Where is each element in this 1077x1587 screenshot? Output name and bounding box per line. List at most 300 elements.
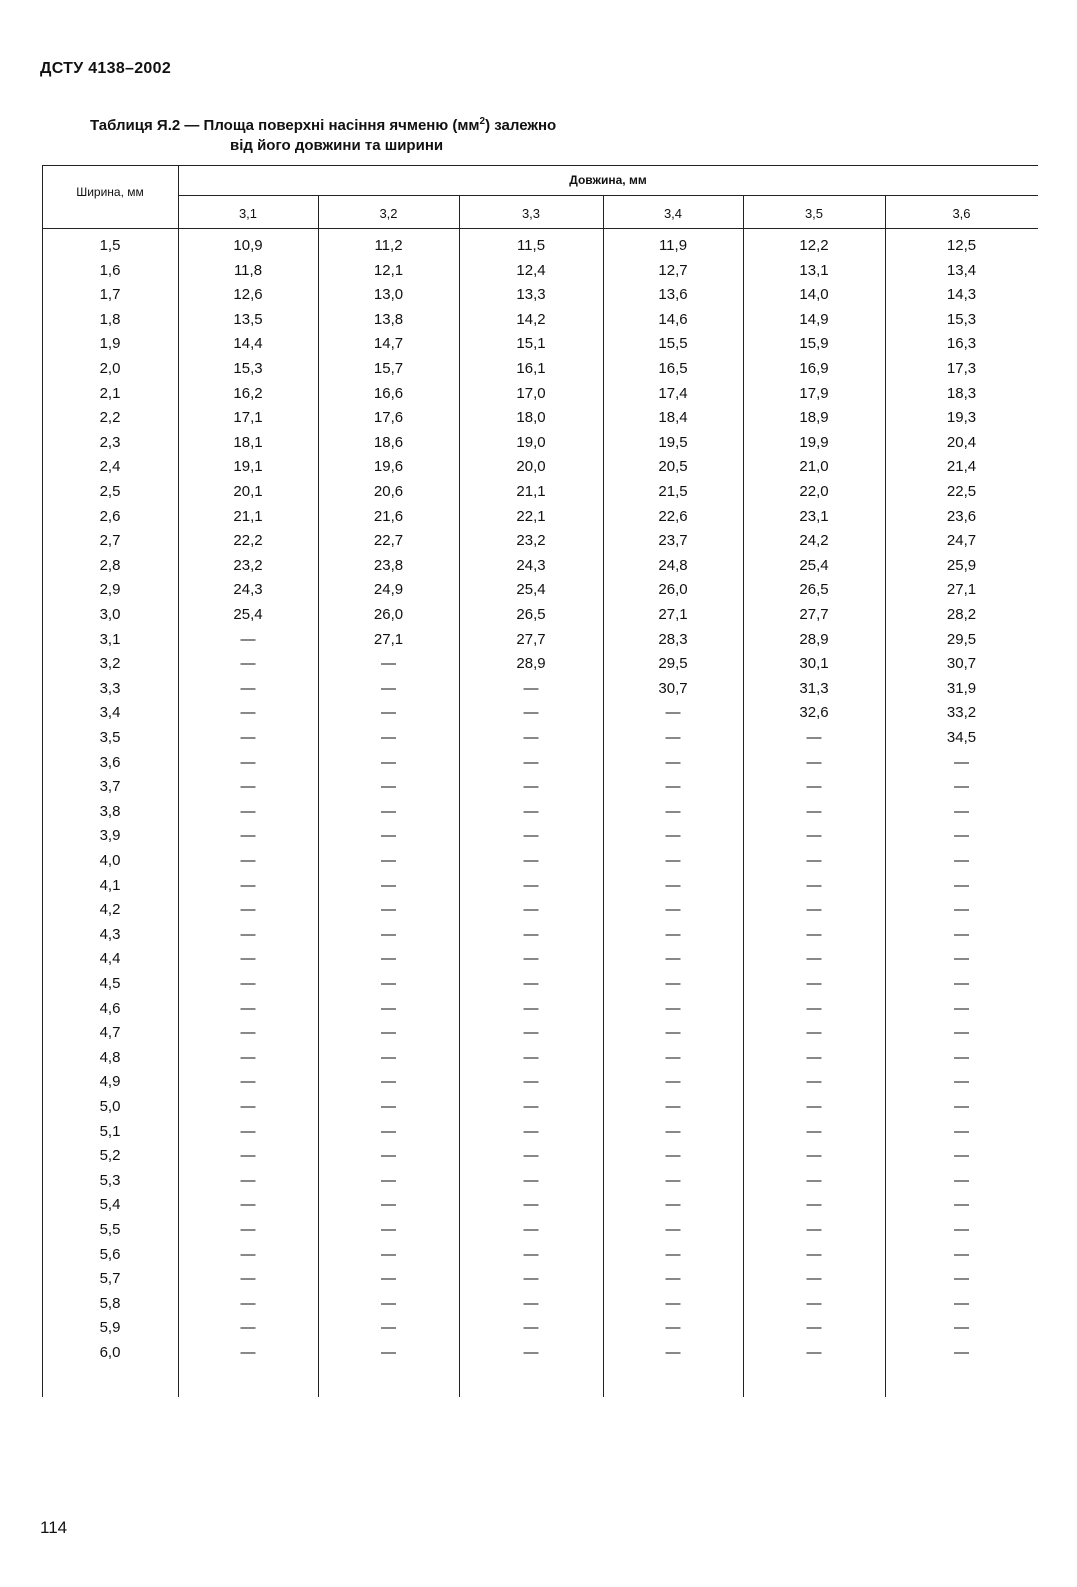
area-cell: — [954, 1073, 969, 1091]
area-cell: — [806, 999, 822, 1017]
area-cell: — [240, 1221, 256, 1238]
table-row [40, 581, 1038, 606]
area-cell: 28,2 [946, 606, 977, 623]
area-cell: — [381, 753, 396, 771]
area-cell: 16,3 [946, 335, 977, 353]
table-row [40, 385, 1038, 410]
area-cell: 27,1 [373, 630, 404, 648]
area-cell: — [665, 1344, 681, 1361]
table-row [40, 655, 1038, 680]
width-cell: 2,3 [99, 433, 121, 451]
width-cell: 2,5 [99, 483, 121, 500]
table-row [40, 877, 1038, 902]
table-row [40, 1000, 1038, 1025]
document-code: ДСТУ 4138–2002 [40, 60, 172, 77]
header-bottom-rule [42, 228, 1038, 229]
area-cell: 23,6 [946, 507, 977, 525]
area-cell: — [240, 704, 256, 722]
width-cell: 2,4 [99, 458, 121, 476]
area-cell: — [523, 1171, 539, 1189]
area-cell: 11,8 [233, 261, 263, 279]
area-cell: — [954, 802, 969, 820]
area-cell: 12,4 [516, 261, 546, 279]
area-cell: — [381, 1073, 396, 1091]
area-cell: — [523, 1048, 539, 1066]
area-cell: — [381, 729, 396, 746]
area-cell: — [806, 753, 822, 771]
area-cell: — [381, 1221, 396, 1238]
area-cell: — [381, 1048, 396, 1066]
area-cell: — [665, 1048, 681, 1066]
width-cell: 6,0 [99, 1344, 121, 1361]
area-cell: 24,3 [233, 581, 263, 599]
area-cell: 15,9 [799, 335, 829, 353]
width-cell: 5,3 [99, 1171, 121, 1189]
area-cell: 17,9 [799, 384, 829, 402]
area-cell: — [523, 1319, 539, 1337]
area-cell: — [523, 1245, 539, 1263]
area-cell: — [381, 1294, 396, 1312]
width-cell: 1,6 [99, 261, 121, 279]
area-cell: 20,1 [233, 483, 263, 500]
area-cell: — [806, 827, 822, 845]
area-cell: 12,2 [799, 237, 829, 254]
area-cell: — [240, 1122, 256, 1140]
width-cell: 5,0 [99, 1098, 121, 1115]
width-cell: 4,8 [99, 1048, 121, 1066]
area-cell: — [240, 630, 256, 648]
area-cell: 15,7 [373, 360, 404, 377]
area-cell: 11,2 [374, 237, 403, 254]
area-cell: — [381, 802, 396, 820]
area-cell: — [954, 1221, 969, 1238]
area-cell: — [523, 679, 539, 697]
area-cell: 30,7 [946, 655, 977, 673]
width-cell: 4,7 [99, 1024, 121, 1042]
area-cell: 19,5 [658, 433, 688, 451]
area-cell: — [240, 1196, 256, 1214]
width-cell: 4,3 [99, 925, 121, 943]
table-row [40, 950, 1038, 975]
area-cell: — [240, 1048, 256, 1066]
area-cell: — [381, 679, 396, 697]
area-cell: — [665, 1245, 681, 1263]
area-cell: — [240, 1171, 256, 1189]
area-cell: — [665, 950, 681, 968]
area-cell: — [665, 1147, 681, 1165]
area-cell: 13,4 [946, 261, 977, 279]
area-cell: — [806, 1073, 822, 1091]
area-cell: 28,3 [658, 630, 688, 648]
area-cell: — [954, 1196, 969, 1214]
area-cell: 24,3 [516, 556, 546, 574]
area-cell: 17,0 [516, 384, 546, 402]
area-cell: 22,1 [516, 507, 546, 525]
area-cell: — [381, 1270, 396, 1288]
table-row [40, 483, 1038, 508]
area-cell: 12,6 [233, 286, 263, 304]
table-row [40, 508, 1038, 533]
area-cell: 19,0 [516, 433, 546, 451]
area-cell: — [806, 925, 822, 943]
area-cell: — [240, 1319, 256, 1337]
area-cell: 25,9 [946, 556, 977, 574]
area-cell: — [523, 802, 539, 820]
area-cell: 11,9 [658, 237, 688, 254]
area-cell: — [806, 1270, 822, 1288]
table-row [40, 680, 1038, 705]
area-cell: 22,0 [799, 483, 829, 500]
area-cell: 12,7 [658, 261, 688, 279]
area-cell: 30,1 [799, 655, 829, 673]
table-row [40, 975, 1038, 1000]
area-cell: — [665, 1098, 681, 1115]
table-row [40, 606, 1038, 631]
table-row [40, 1246, 1038, 1271]
table-row [40, 901, 1038, 926]
area-cell: — [240, 1073, 256, 1091]
table-row [40, 335, 1038, 360]
area-cell: — [240, 999, 256, 1017]
area-cell: 29,5 [658, 655, 688, 673]
area-cell: — [381, 704, 396, 722]
area-cell: — [523, 1270, 539, 1288]
area-cell: 23,2 [233, 556, 263, 574]
area-cell: — [806, 1344, 822, 1361]
area-cell: — [954, 1024, 969, 1042]
area-cell: — [240, 1147, 256, 1165]
area-cell: 17,6 [373, 409, 404, 427]
area-cell: — [523, 1073, 539, 1091]
area-cell: 14,6 [658, 310, 688, 328]
caption-text: Таблиця Я.2 — Площа поверхні насіння ячменю (мм [90, 117, 480, 134]
area-cell: 17,3 [946, 360, 977, 377]
area-cell: — [523, 1294, 539, 1312]
area-cell: — [523, 901, 539, 919]
area-cell: — [954, 1245, 969, 1263]
width-cell: 2,6 [99, 507, 121, 525]
length-column-label: 3,1 [238, 206, 258, 221]
area-cell: 24,7 [946, 532, 977, 550]
area-cell: — [806, 1319, 822, 1337]
width-cell: 3,3 [99, 679, 121, 697]
table-row [40, 1073, 1038, 1098]
width-cell: 5,6 [99, 1245, 121, 1263]
width-cell: 5,8 [99, 1294, 121, 1312]
area-cell: — [665, 1196, 681, 1214]
area-cell: 22,7 [373, 532, 404, 550]
area-cell: 16,5 [658, 360, 688, 377]
width-cell: 1,9 [99, 335, 121, 353]
length-column-label: 3,6 [952, 206, 971, 221]
area-cell: 14,9 [799, 310, 829, 328]
area-cell: — [240, 852, 256, 869]
area-cell: 18,3 [946, 384, 977, 402]
width-cell: 1,8 [99, 310, 121, 328]
area-cell: 14,4 [233, 335, 263, 353]
table-row [40, 827, 1038, 852]
area-cell: 11,5 [516, 237, 546, 254]
width-cell: 5,5 [99, 1221, 121, 1238]
area-cell: 16,1 [516, 360, 546, 377]
table-row [40, 360, 1038, 385]
width-cell: 3,1 [99, 630, 121, 648]
area-cell: — [665, 852, 681, 869]
area-cell: — [523, 1098, 539, 1115]
area-cell: 27,7 [799, 606, 829, 623]
area-cell: — [240, 1024, 256, 1042]
table-row [40, 286, 1038, 311]
area-cell: — [381, 1196, 396, 1214]
area-cell: — [954, 1098, 969, 1115]
area-cell: 22,2 [233, 532, 263, 550]
area-cell: — [665, 778, 681, 796]
width-cell: 4,9 [99, 1073, 121, 1091]
width-cell: 3,0 [99, 606, 121, 623]
area-cell: 30,7 [658, 679, 688, 697]
area-cell: 14,2 [516, 310, 546, 328]
area-cell: — [665, 729, 681, 746]
table-row [40, 631, 1038, 656]
area-cell: — [523, 925, 539, 943]
column-rule [318, 195, 319, 1397]
area-cell: 19,3 [946, 409, 977, 427]
area-cell: 29,5 [946, 630, 977, 648]
area-cell: 16,6 [373, 384, 404, 402]
table-row [40, 704, 1038, 729]
area-cell: — [806, 1147, 822, 1165]
width-cell: 1,7 [99, 286, 121, 304]
area-cell: 23,2 [516, 532, 546, 550]
area-cell: — [240, 753, 256, 771]
table-row [40, 1196, 1038, 1221]
width-cell: 3,9 [99, 827, 121, 845]
area-cell: 18,1 [233, 433, 263, 451]
width-cell: 3,4 [99, 704, 121, 722]
area-cell: 16,9 [799, 360, 829, 377]
area-cell: 28,9 [799, 630, 829, 648]
area-cell: 27,1 [946, 581, 977, 599]
area-cell: — [240, 1344, 256, 1361]
area-cell: 21,1 [233, 507, 263, 525]
column-rule [459, 195, 460, 1397]
area-cell: 14,3 [946, 286, 977, 304]
table-row [40, 1049, 1038, 1074]
area-cell: 10,9 [233, 237, 263, 254]
length-column-label: 3,2 [379, 206, 398, 221]
area-cell: — [381, 901, 396, 919]
area-cell: 21,6 [373, 507, 404, 525]
width-cell: 5,7 [99, 1270, 121, 1288]
area-cell: — [240, 827, 256, 845]
area-cell: 21,5 [658, 483, 688, 500]
area-cell: — [381, 1147, 396, 1165]
area-cell: — [806, 1048, 822, 1066]
table-row [40, 532, 1038, 557]
area-cell: — [806, 1171, 822, 1189]
caption-text-end: ) залежно [485, 117, 557, 134]
width-cell: 3,2 [99, 655, 121, 673]
area-cell: 17,1 [233, 409, 263, 427]
area-cell: — [954, 950, 969, 968]
table-row [40, 926, 1038, 951]
area-cell: — [665, 1171, 681, 1189]
area-cell: — [523, 1147, 539, 1165]
area-cell: 13,6 [658, 286, 688, 304]
area-cell: — [806, 1122, 822, 1140]
area-cell: — [240, 925, 256, 943]
area-cell: — [523, 950, 539, 968]
table-top-rule [42, 165, 1038, 166]
area-cell: 25,4 [799, 556, 829, 574]
area-cell: — [240, 655, 256, 673]
area-cell: — [523, 1221, 539, 1238]
area-cell: — [240, 679, 256, 697]
area-cell: 25,4 [233, 606, 263, 623]
area-cell: — [381, 1319, 396, 1337]
area-cell: — [240, 950, 256, 968]
area-cell: — [240, 778, 256, 796]
area-cell: — [954, 1270, 969, 1288]
length-column-label: 3,5 [804, 206, 824, 221]
column-rule [885, 195, 886, 1397]
table-caption [90, 112, 556, 156]
area-cell: 21,0 [799, 458, 829, 476]
area-cell: — [954, 901, 969, 919]
area-cell: 16,2 [233, 384, 263, 402]
area-cell: — [523, 778, 539, 796]
area-cell: — [523, 753, 539, 771]
area-cell: — [523, 704, 539, 722]
width-cell: 2,1 [99, 384, 121, 402]
table-row [40, 1344, 1038, 1369]
area-cell: — [240, 802, 256, 820]
area-cell: — [381, 655, 396, 673]
area-cell: 19,9 [799, 433, 829, 451]
area-cell: — [523, 1122, 539, 1140]
area-cell: 33,2 [946, 704, 977, 722]
area-cell: — [240, 901, 256, 919]
width-cell: 5,2 [99, 1147, 121, 1165]
width-cell: 2,2 [99, 409, 121, 427]
area-cell: — [954, 778, 969, 796]
area-cell: 34,5 [946, 729, 977, 746]
area-cell: — [240, 729, 256, 746]
area-cell: — [806, 778, 822, 796]
area-cell: 21,1 [516, 483, 546, 500]
area-cell: — [806, 1098, 822, 1115]
table-row [40, 458, 1038, 483]
table-row [40, 1295, 1038, 1320]
area-cell: 13,3 [516, 286, 546, 304]
area-cell: — [523, 729, 539, 746]
area-cell: — [381, 975, 396, 992]
area-cell: — [240, 975, 256, 992]
area-cell: — [806, 852, 822, 869]
area-cell: 23,7 [658, 532, 688, 550]
area-cell: — [523, 827, 539, 845]
area-cell: — [806, 975, 822, 992]
area-cell: 20,0 [516, 458, 546, 476]
width-cell: 3,6 [99, 753, 121, 771]
width-cell: 4,0 [99, 852, 121, 869]
length-header-rule [178, 195, 1038, 196]
area-cell: 22,5 [946, 483, 977, 500]
area-cell: — [806, 1294, 822, 1312]
area-cell: 13,8 [373, 310, 404, 328]
area-cell: 25,4 [516, 581, 546, 599]
width-cell: 4,4 [99, 950, 121, 968]
area-cell: 12,5 [946, 237, 977, 254]
area-cell: 15,3 [233, 360, 263, 377]
table-row [40, 1221, 1038, 1246]
area-cell: — [381, 852, 396, 869]
area-cell: — [954, 1048, 969, 1066]
area-cell: 24,8 [658, 556, 688, 574]
area-cell: — [381, 1344, 396, 1361]
area-cell: 24,2 [799, 532, 829, 550]
surface-area-table [40, 165, 1038, 1397]
area-cell: — [381, 1171, 396, 1189]
area-cell: — [381, 950, 396, 968]
area-cell: 26,0 [658, 581, 688, 599]
area-cell: — [523, 876, 539, 894]
area-cell: 31,9 [946, 679, 977, 697]
area-cell: — [381, 1024, 396, 1042]
area-cell: 18,9 [799, 409, 829, 427]
area-cell: — [806, 950, 822, 968]
width-cell: 3,5 [99, 729, 121, 746]
area-cell: 13,1 [799, 261, 829, 279]
area-cell: 26,5 [799, 581, 829, 599]
area-cell: — [240, 1270, 256, 1288]
length-column-header: Довжина, мм [569, 173, 647, 187]
area-cell: — [954, 975, 969, 992]
table-row [40, 1172, 1038, 1197]
area-cell: 24,9 [373, 581, 404, 599]
area-cell: — [954, 827, 969, 845]
area-cell: — [954, 1147, 969, 1165]
area-cell: 18,6 [373, 433, 404, 451]
area-cell: — [806, 1196, 822, 1214]
area-cell: — [954, 925, 969, 943]
area-cell: 18,4 [658, 409, 688, 427]
area-cell: 13,0 [373, 286, 404, 304]
area-cell: — [954, 1344, 969, 1361]
area-cell: — [523, 852, 539, 869]
area-cell: — [381, 925, 396, 943]
area-cell: — [665, 827, 681, 845]
area-cell: 28,9 [516, 655, 546, 673]
area-cell: 31,3 [799, 679, 829, 697]
table-row [40, 1270, 1038, 1295]
area-cell: — [523, 999, 539, 1017]
area-cell: — [665, 704, 681, 722]
table-row [40, 754, 1038, 779]
width-cell: 2,7 [99, 532, 121, 550]
area-cell: — [806, 901, 822, 919]
area-cell: 20,4 [946, 433, 977, 451]
width-cell: 4,2 [99, 901, 121, 919]
length-column-label: 3,3 [521, 206, 541, 221]
area-cell: 19,6 [373, 458, 404, 476]
area-cell: — [665, 1024, 681, 1042]
area-cell: 17,4 [658, 384, 688, 402]
area-cell: 15,1 [516, 335, 546, 353]
area-cell: — [665, 1319, 681, 1337]
area-cell: 13,5 [233, 310, 263, 328]
caption-superscript: 2 [479, 116, 486, 127]
